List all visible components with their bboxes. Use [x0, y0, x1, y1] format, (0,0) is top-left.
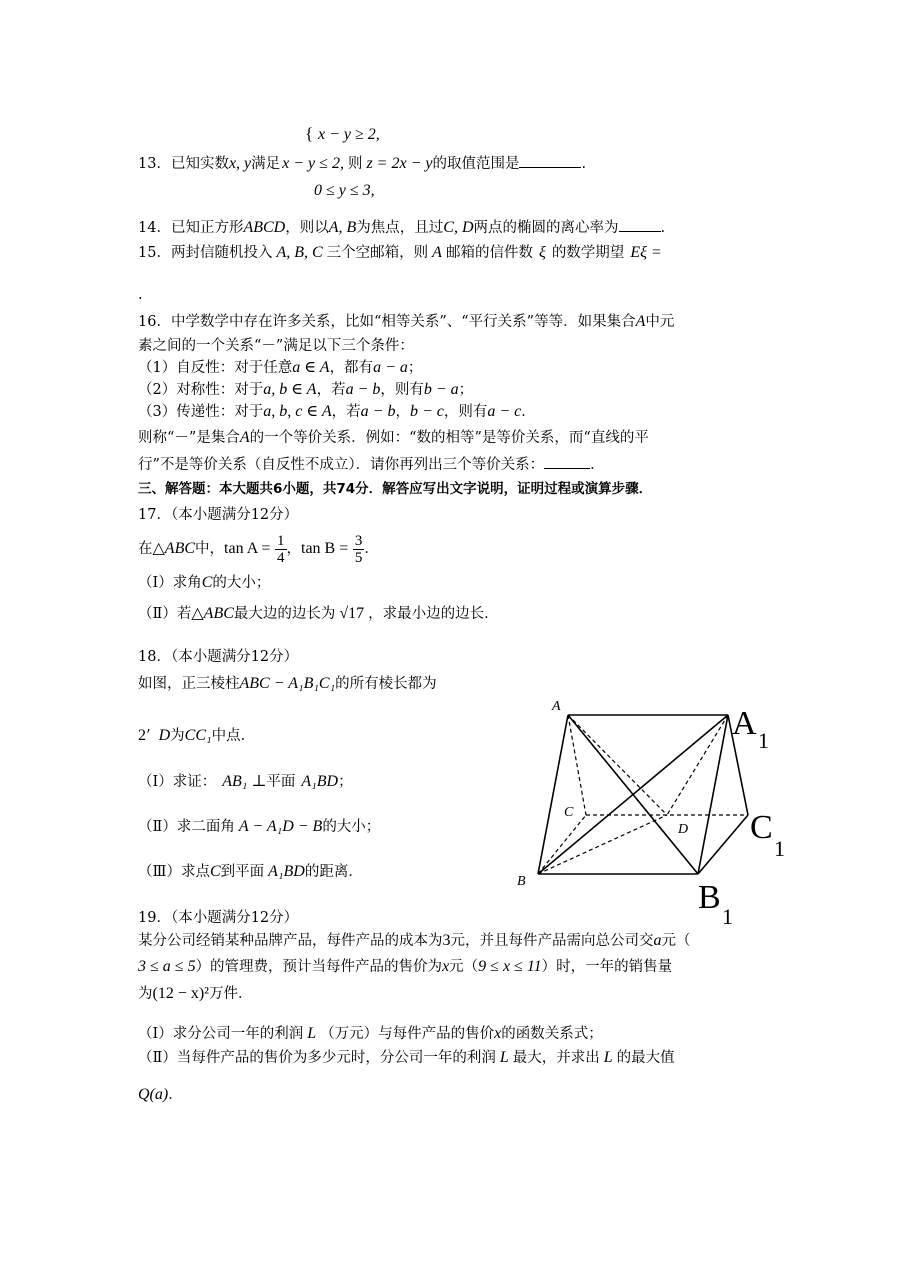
- q13-line: 13．已知实数x, y满足 x − y ≤ 2, 则 z = 2x − y的取值范围是 .: [138, 155, 587, 172]
- q13-condition-3: 0 ≤ y ≤ 3,: [314, 182, 375, 199]
- q14-line: 14．已知正方形ABCD，则以A, B为焦点，且过C, D两点的椭圆的离心率为 .: [138, 219, 666, 236]
- label-B1-sub: 1: [722, 904, 733, 929]
- label-D: D: [678, 822, 689, 837]
- q19-title: 19．（本小题满分12分）: [138, 910, 299, 926]
- q17-frac-b: $\frac{3}{5}$: [354, 532, 363, 566]
- q17-part-2: （Ⅱ）若△ABC最大边的边长为 √17 ，求最小边的边长．: [138, 605, 499, 622]
- label-C1: C: [750, 809, 773, 846]
- q18-line-2: 2’ D为CC₁中点．: [138, 727, 256, 744]
- q19-part-2: （Ⅱ）当每件产品的售价为多少元时，分公司一年的利润 L 最大，并求出 L 的最大值: [138, 1049, 675, 1066]
- q19-line-3: 为(12 − x)²万件．: [138, 985, 253, 1002]
- q16-line-3: （1）自反性：对于任意a ∈ A，都有a − a；: [138, 359, 423, 376]
- q15-end-dot: .: [138, 287, 143, 303]
- edge-A-B: [538, 715, 568, 874]
- q15-line: 15．两封信随机投入 A, B, C 三个空邮箱，则 A 邮箱的信件数 ξ 的数学期望 Eξ =: [138, 244, 662, 261]
- q19-line-2: 3 ≤ a ≤ 5）的管理费，预计当每件产品的售价为x元（9 ≤ x ≤ 11）时，一年的销售量: [138, 958, 673, 975]
- q18-title: 18．（本小题满分12分）: [138, 649, 299, 665]
- label-A1-sub: 1: [758, 728, 769, 753]
- prism-figure: [500, 690, 790, 930]
- q17-line-1: 在△ABC中，tan A = $\frac{1}{4}$ ，tan B = $\frac{3}{5}$ ．: [138, 532, 379, 566]
- label-A: A: [552, 699, 561, 714]
- label-C: C: [564, 805, 574, 820]
- q17-frac-a: $\frac{1}{4}$: [277, 532, 285, 566]
- q14-answer-blank: [619, 217, 661, 232]
- q13-condition-1: x − y ≥ 2,: [318, 126, 380, 143]
- q13-system-brace: {: [305, 124, 314, 143]
- q16-line-1: 16．中学数学中存在许多关系，比如“相等关系”、“平行关系”等等．如果集合A中元: [138, 313, 675, 330]
- q19-part-1: （Ⅰ）求分公司一年的利润 L （万元）与每件产品的售价x的函数关系式；: [138, 1025, 603, 1042]
- label-C1-sub: 1: [774, 836, 785, 861]
- diag-B-D: [538, 815, 667, 874]
- q13-answer-blank: [519, 153, 581, 168]
- q17-part-1: （Ⅰ）求角C的大小；: [138, 574, 271, 591]
- q19-part-3: Q(a)．: [138, 1086, 183, 1103]
- q16-answer-blank: [544, 454, 590, 469]
- label-B: B: [517, 874, 526, 889]
- q18-part-2: （Ⅱ）求二面角 A − A₁D − B的大小；: [138, 818, 381, 835]
- q19-line-1: 某分公司经销某种品牌产品，每件产品的成本为3元，并且每件产品需向总公司交a元（: [138, 932, 691, 949]
- edge-B-C: [538, 815, 586, 874]
- q18-part-1: （Ⅰ）求证： AB₁ ⊥平面 A₁BD；: [138, 773, 353, 790]
- q16-line-5: （3）传递性：对于a, b, c ∈ A，若a − b，b − c，则有a − c．: [138, 403, 536, 420]
- label-A1: A: [732, 705, 757, 742]
- q18-line-1: 如图，正三棱柱ABC − A₁B₁C₁的所有棱长都为: [138, 675, 437, 692]
- q16-line-7: 行”不是等价关系（自反性不成立）．请你再列出三个等价关系： ．: [138, 454, 605, 475]
- section-3-heading: 三、解答题：本大题共6小题，共74分．解答应写出文字说明，证明过程或演算步骤．: [138, 481, 653, 497]
- q17-title: 17．（本小题满分12分）: [138, 507, 299, 523]
- edge-B1-C1: [698, 815, 748, 874]
- diag-A1-B: [538, 715, 728, 874]
- q16-line-2: 素之间的一个关系“－”满足以下三个条件：: [138, 338, 414, 354]
- label-B1: B: [698, 879, 721, 916]
- q18-part-3: （Ⅲ）求点C到平面 A₁BD的距离．: [138, 863, 363, 880]
- q16-line-4: （2）对称性：对于a, b ∈ A，若a − b，则有b − a；: [138, 381, 474, 398]
- q16-line-6: 则称“－”是集合A的一个等价关系．例如：“数的相等”是等价关系，而“直线的平: [138, 429, 649, 446]
